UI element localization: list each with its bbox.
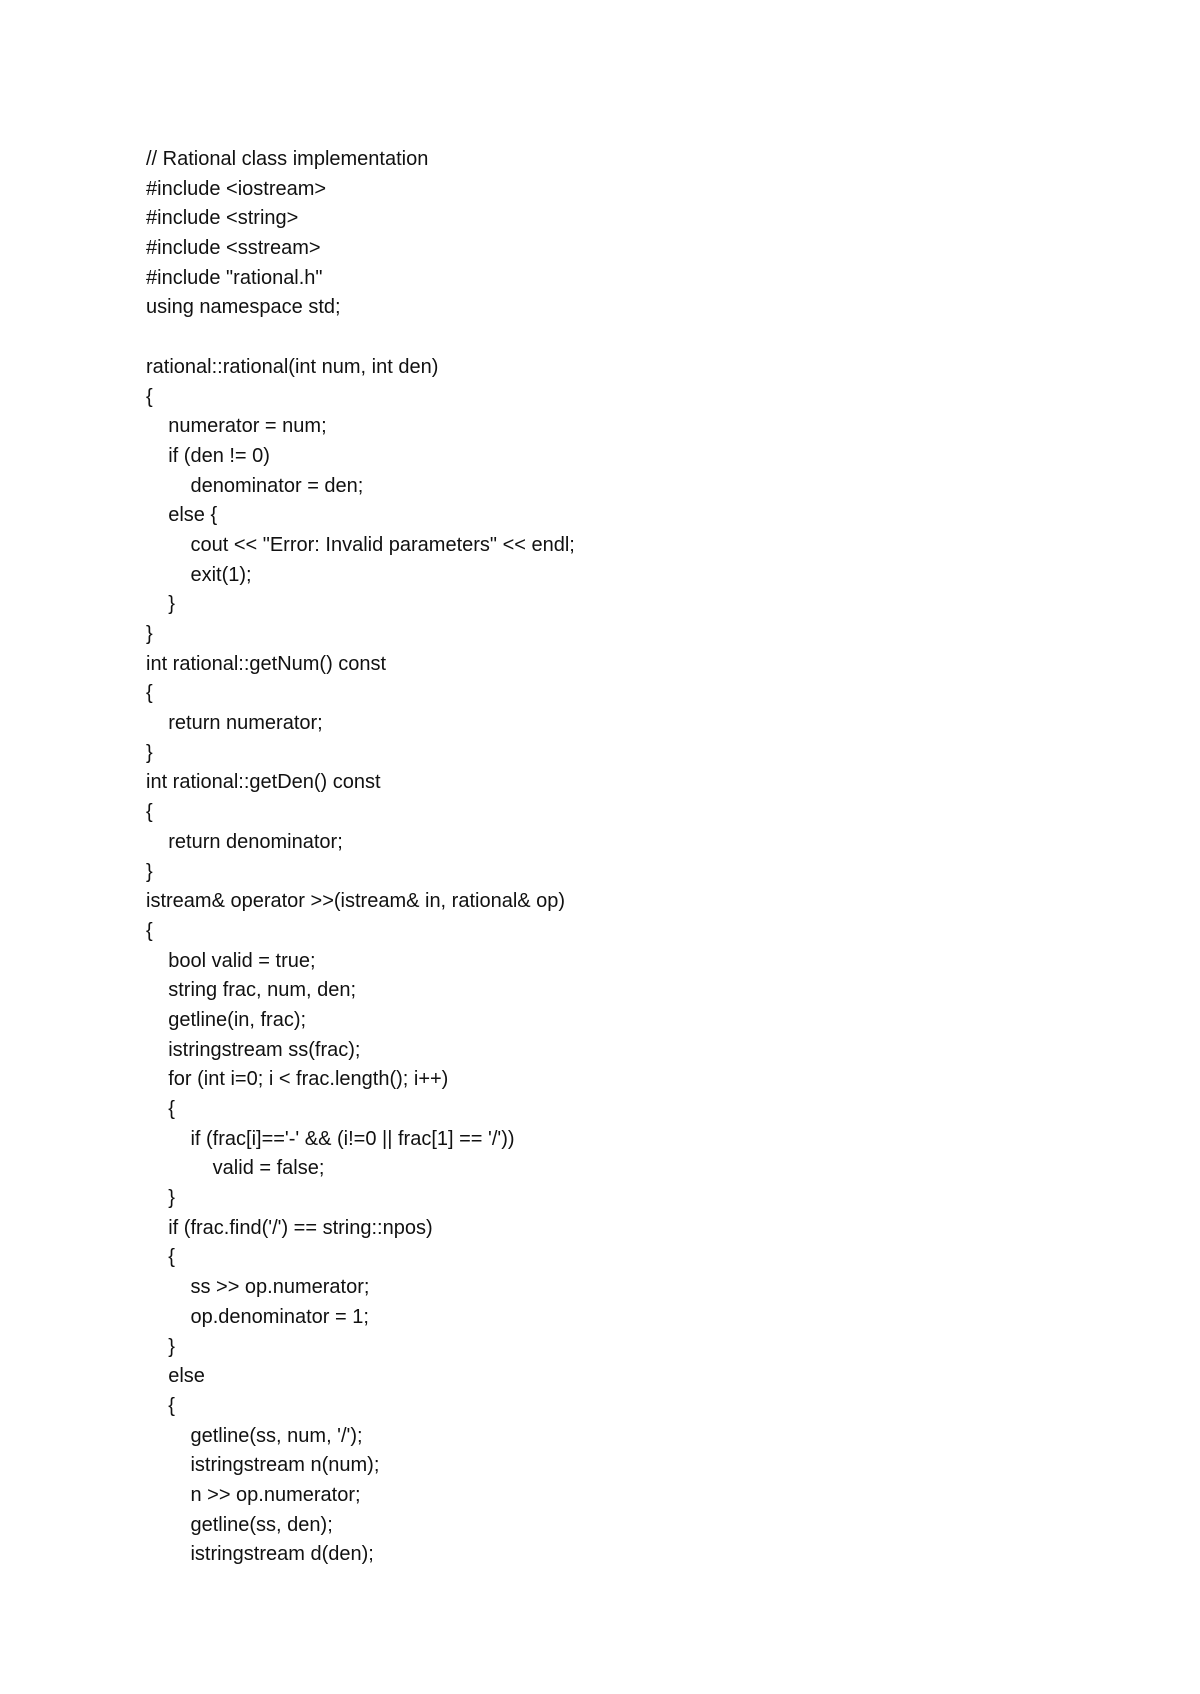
code-line: if (frac[i]=='-' && (i!=0 || frac[1] == '/')) — [146, 1127, 515, 1150]
code-line: return denominator; — [146, 830, 343, 853]
code-line: } — [146, 1335, 175, 1358]
code-line: if (den != 0) — [146, 444, 270, 467]
code-line: using namespace std; — [146, 296, 341, 319]
code-line: { — [146, 1394, 175, 1417]
code-line: for (int i=0; i < frac.length(); i++) — [146, 1068, 449, 1091]
code-line: { — [146, 919, 153, 942]
code-line: } — [146, 593, 175, 616]
code-line: istream& operator >>(istream& in, rational& op) — [146, 890, 566, 913]
code-line: getline(ss, den); — [146, 1513, 333, 1536]
code-line: denominator = den; — [146, 474, 364, 497]
code-line: return numerator; — [146, 712, 323, 735]
code-line: int rational::getDen() const — [146, 771, 381, 794]
code-line: { — [146, 682, 153, 705]
code-line: string frac, num, den; — [146, 979, 357, 1002]
code-line: istringstream n(num); — [146, 1454, 380, 1477]
code-line: } — [146, 741, 153, 764]
code-line: ss >> op.numerator; — [146, 1276, 370, 1299]
code-line: #include <string> — [146, 207, 299, 230]
code-line — [146, 323, 575, 353]
code-line: { — [146, 1246, 175, 1269]
code-line: bool valid = true; — [146, 949, 316, 972]
code-line: { — [146, 801, 153, 824]
code-line: #include <sstream> — [146, 237, 321, 260]
code-line: } — [146, 860, 153, 883]
code-line: if (frac.find('/') == string::npos) — [146, 1216, 433, 1239]
code-line: numerator = num; — [146, 415, 327, 438]
code-line: { — [146, 385, 153, 408]
code-line: #include <iostream> — [146, 177, 327, 200]
code-line: } — [146, 623, 153, 645]
code-line: valid = false; — [146, 1157, 325, 1180]
code-line: int rational::getNum() const — [146, 652, 387, 675]
code-line: istringstream ss(frac); — [146, 1038, 361, 1061]
code-line: exit(1); — [146, 563, 252, 586]
code-line: else — [146, 1365, 205, 1388]
code-line: istringstream d(den); — [146, 1543, 374, 1566]
code-line: op.denominator = 1; — [146, 1305, 369, 1328]
code-line: getline(in, frac); — [146, 1008, 307, 1031]
code-line: // Rational class implementation — [146, 148, 429, 170]
code-line: rational::rational(int num, int den) — [146, 355, 439, 378]
code-line: } — [146, 1187, 175, 1210]
code-listing — [146, 145, 575, 1570]
code-line: { — [146, 1098, 175, 1120]
code-line: else { — [146, 504, 218, 527]
code-line: getline(ss, num, '/'); — [146, 1424, 363, 1447]
code-line: cout << "Error: Invalid parameters" << endl; — [146, 533, 575, 556]
code-line: n >> op.numerator; — [146, 1483, 361, 1506]
code-line: #include "rational.h" — [146, 266, 323, 289]
